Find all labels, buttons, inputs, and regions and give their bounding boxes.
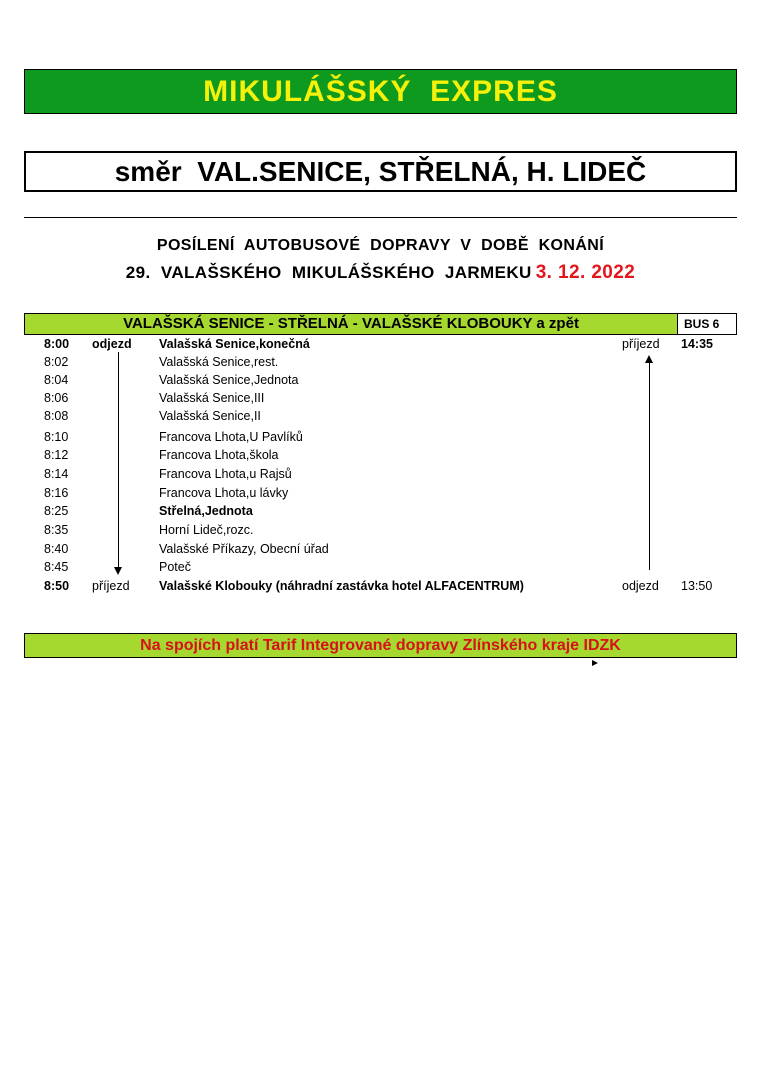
- stop-time: 8:02: [44, 355, 69, 369]
- arrow-up-icon: [645, 355, 653, 363]
- event-date: 3. 12. 2022: [535, 262, 636, 283]
- stop-time: 8:14: [44, 467, 69, 481]
- stop-name: Valašská Senice,konečná: [159, 337, 310, 351]
- tarif-text: Na spojích platí Tarif Integrované dopravy Zlínského kraje IDZK: [140, 636, 621, 654]
- stop-time: 8:35: [44, 523, 69, 537]
- return-label: odjezd: [622, 579, 659, 593]
- stop-time: 8:45: [44, 560, 69, 574]
- timetable-row-last: [0, 577, 764, 595]
- arrow-down-icon: [114, 567, 122, 575]
- stop-time: 8:16: [44, 486, 69, 500]
- stop-name: Francova Lhota,u lávky: [159, 486, 289, 500]
- direction-box: [24, 151, 737, 192]
- return-label: příjezd: [622, 337, 660, 351]
- stop-name: Střelná,Jednota: [159, 504, 253, 518]
- stop-time: 8:04: [44, 373, 69, 387]
- stop-time: 8:08: [44, 409, 69, 423]
- notice-line-1: POSÍLENÍ AUTOBUSOVÉ DOPRAVY V DOBĚ KONÁNÍ: [156, 237, 605, 254]
- stop-name: Francova Lhota,u Rajsů: [159, 467, 292, 481]
- bus-number: BUS 6: [677, 314, 736, 334]
- stop-name: Poteč: [159, 560, 191, 574]
- departure-time: 8:00: [44, 337, 70, 351]
- tarif-box: [24, 633, 737, 658]
- notice-event: 29. VALAŠSKÉHO MIKULÁŠSKÉHO JARMEKU: [125, 263, 532, 282]
- arrival-time: 8:50: [44, 579, 70, 593]
- outbound-arrow-line: [118, 352, 119, 570]
- return-time: 14:35: [681, 337, 713, 351]
- departure-label: odjezd: [92, 337, 132, 351]
- stop-name: Francova Lhota,škola: [159, 448, 279, 462]
- route-title: VALAŠSKÁ SENICE - STŘELNÁ - VALAŠSKÉ KLOBOUKY a zpět: [123, 315, 579, 332]
- stop-name: Francova Lhota,U Pavlíků: [159, 430, 303, 444]
- stop-name: Valašská Senice,II: [159, 409, 261, 423]
- divider: [24, 217, 737, 218]
- stop-time: 8:10: [44, 430, 69, 444]
- stop-time: 8:40: [44, 542, 69, 556]
- direction-text: směr VAL.SENICE, STŘELNÁ, H. LIDEČ: [114, 155, 647, 187]
- title: MIKULÁŠSKÝ EXPRES: [203, 74, 558, 108]
- return-time: 13:50: [681, 579, 713, 593]
- arrival-label: příjezd: [92, 579, 130, 593]
- return-arrow-line: [649, 360, 650, 570]
- route-header: [24, 313, 737, 335]
- stop-name: Valašská Senice,rest.: [159, 355, 279, 369]
- stop-name: Valašské Klobouky (náhradní zastávka hotel ALFACENTRUM): [159, 579, 524, 593]
- timetable-row-first: [0, 335, 764, 353]
- stop-time: 8:06: [44, 391, 69, 405]
- stop-time: 8:12: [44, 448, 69, 462]
- title-banner: [24, 69, 737, 114]
- stop-time: 8:25: [44, 504, 69, 518]
- stop-name: Valašské Příkazy, Obecní úřad: [159, 542, 329, 556]
- stop-name: Valašská Senice,III: [159, 391, 265, 405]
- triangle-marker-icon: [592, 660, 598, 666]
- notice-line-2: [24, 262, 737, 284]
- stop-name: Valašská Senice,Jednota: [159, 373, 299, 387]
- stop-name: Horní Lideč,rozc.: [159, 523, 254, 537]
